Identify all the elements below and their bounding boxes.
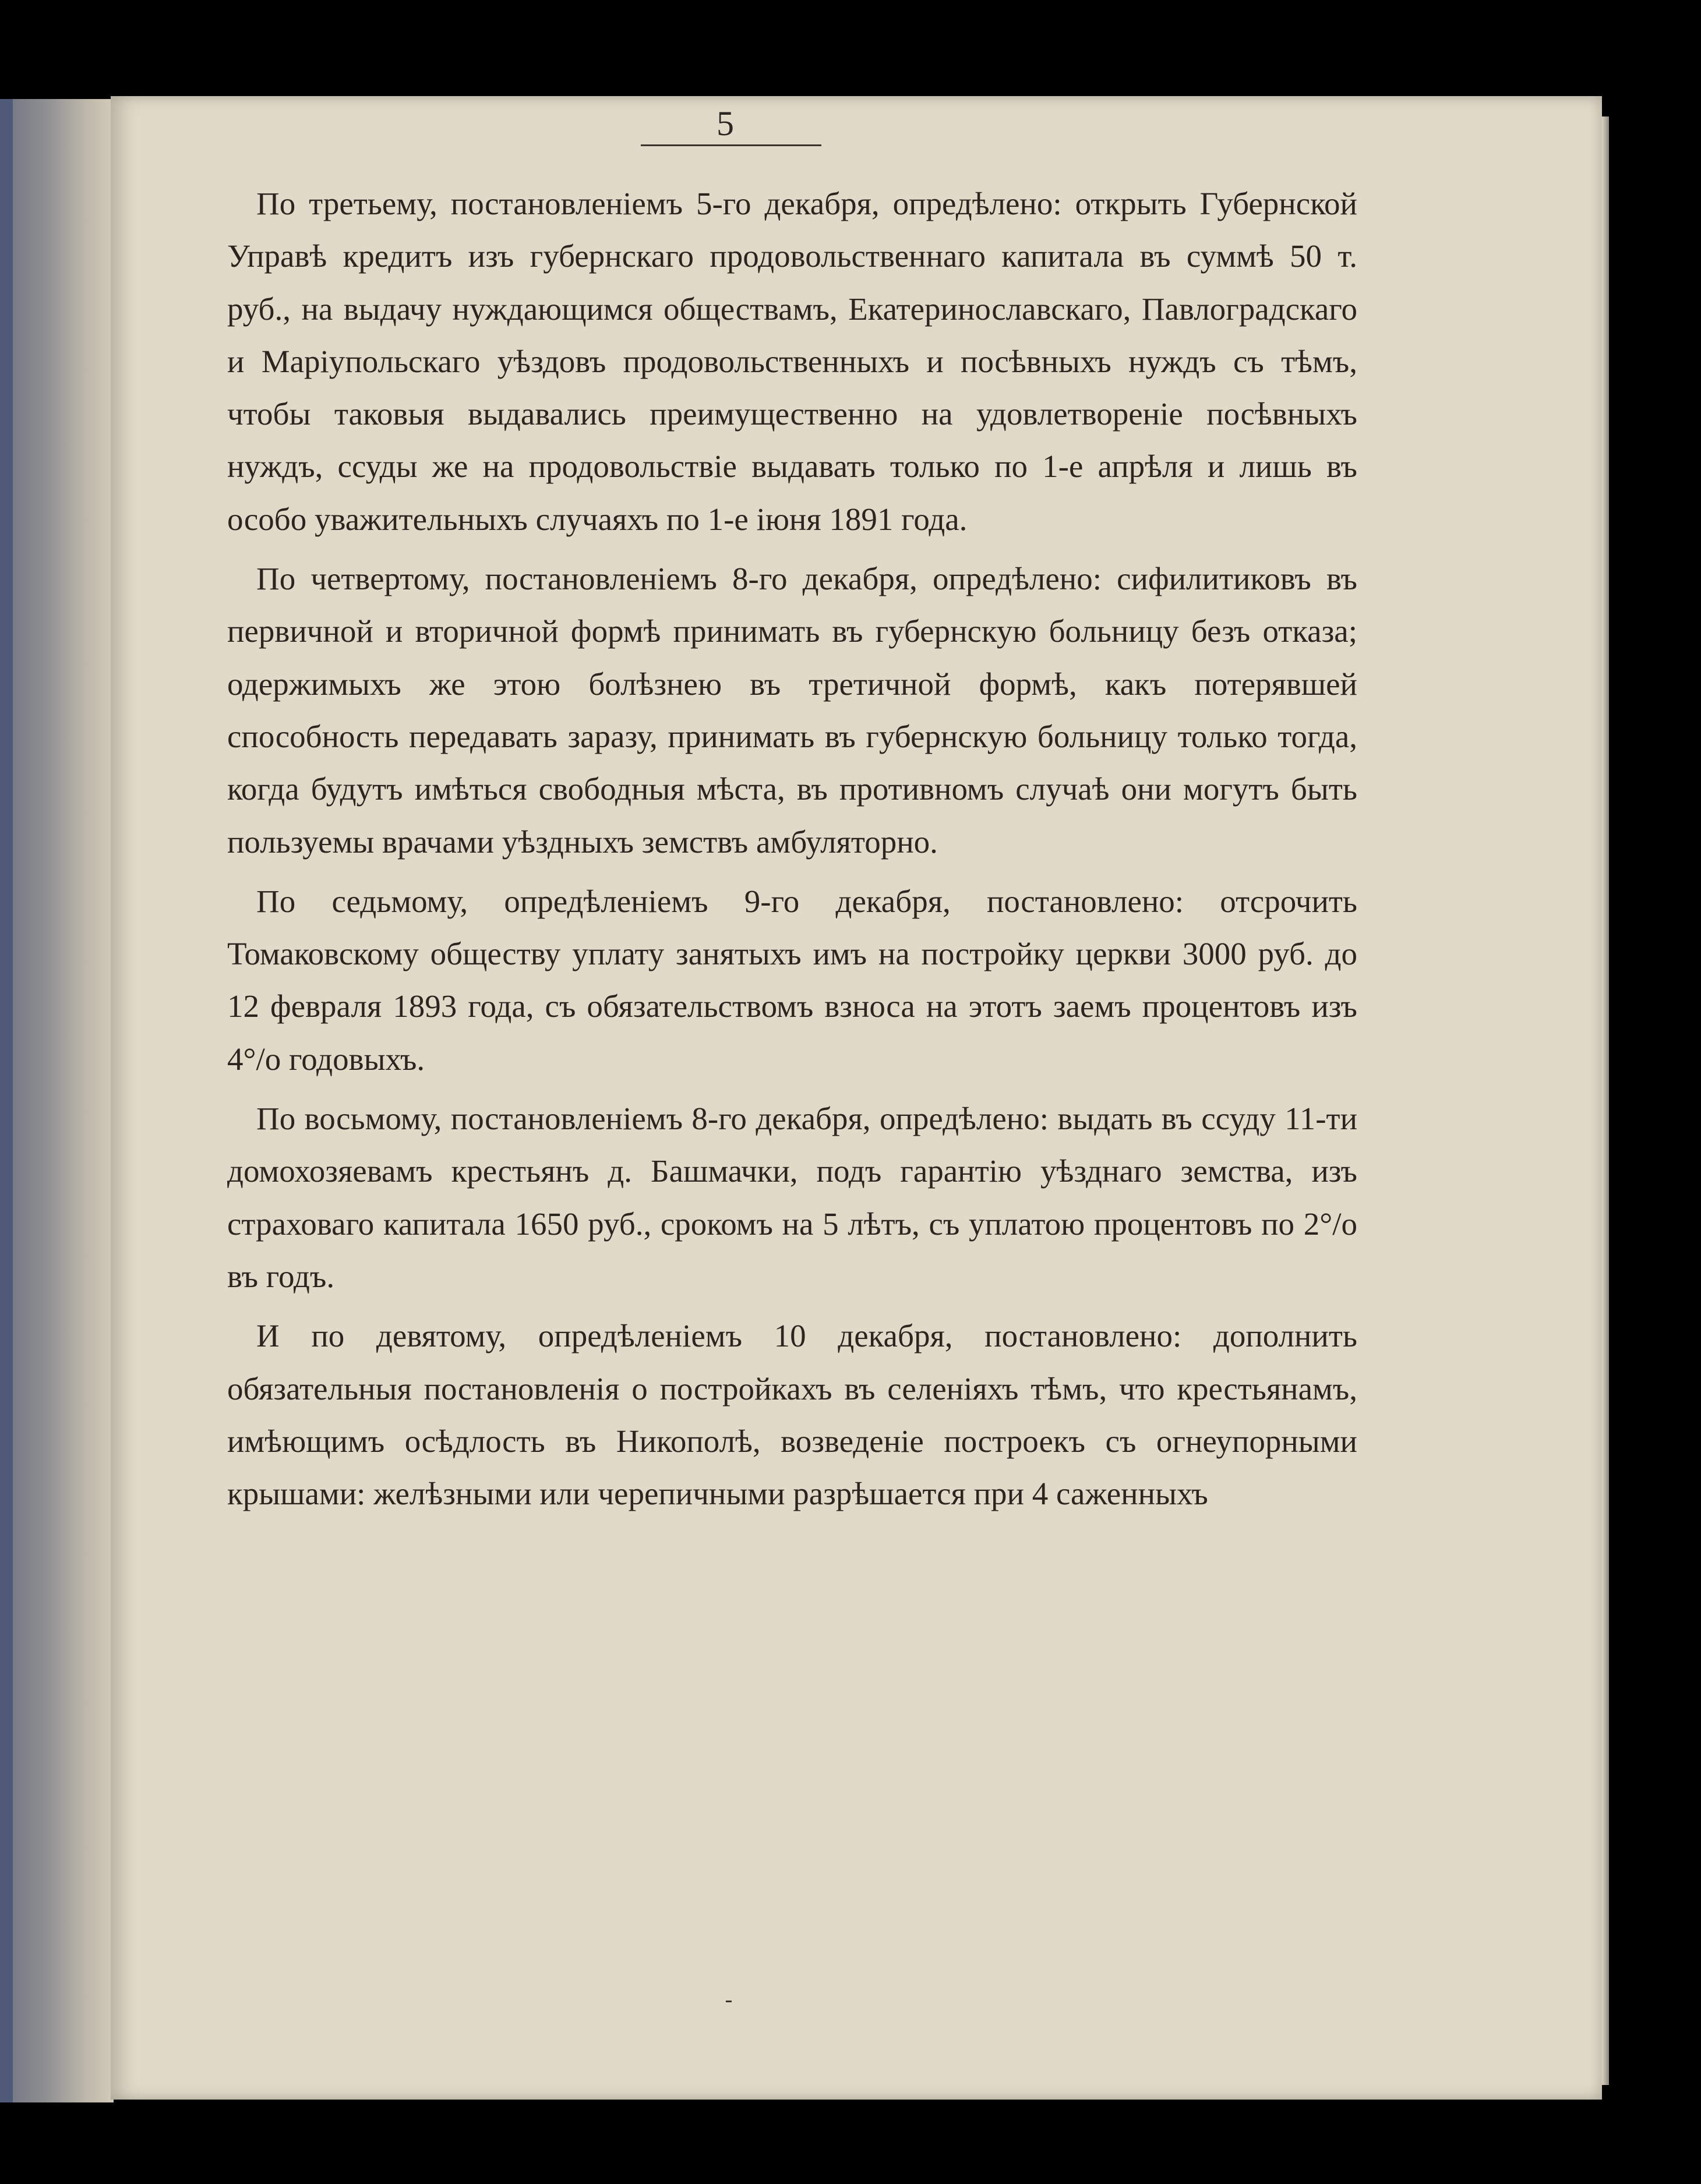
page-number: 5 bbox=[717, 104, 734, 143]
page-body bbox=[227, 178, 1357, 1527]
paragraph-third-resolution: По третьему, постановленіемъ 5-го декабря, опредѣлено: открыть Губернской Управѣ кредитъ изъ губернскаго продовольственнаго капитала въ суммѣ 50 т. руб., на выдачу нуждающимся обществамъ, Екатеринославскаго, Павлоградскаго и Маріупольскаго уѣздовъ продовольственныхъ и посѣвныхъ нуждъ съ тѣмъ, чтобы таковыя выдавались преимущественно на удовлетвореніе посѣвныхъ нуждъ, ссуды же на продовольствіе выдавать только по 1-е апрѣля и лишь въ особо уважительныхъ случаяхъ по 1-е іюня 1891 года. bbox=[227, 186, 1357, 537]
page-number-rule bbox=[641, 144, 821, 146]
paragraph-fourth-resolution: По четвертому, постановленіемъ 8-го декабря, опредѣлено: сифилитиковъ въ первичной и вторичной формѣ принимать въ губернскую больницу безъ отказа; одержимыхъ же этою болѣзнею въ третичной формѣ, какъ потерявшей способность передавать заразу, принимать въ губернскую больницу только тогда, когда будутъ имѣться свободныя мѣста, въ противномъ случаѣ они могутъ быть пользуемы врачами уѣздныхъ земствъ амбуляторно. bbox=[227, 561, 1357, 860]
bottom-mark bbox=[726, 2001, 732, 2002]
paragraph-ninth-resolution: И по девятому, опредѣленіемъ 10 декабря, постановлено: дополнить обязательныя постановленія о постройкахъ въ селеніяхъ тѣмъ, что крестьянамъ, имѣющимъ осѣдлость въ Никополѣ, возведеніе построекъ съ огнеупорными крышами: желѣзными или черепичными разрѣшается при 4 саженныхъ bbox=[227, 1318, 1357, 1512]
left-page-edge bbox=[0, 99, 114, 2102]
paragraph-eighth-resolution: По восьмому, постановленіемъ 8-го декабря, опредѣлено: выдать въ ссуду 11-ти домохозяевамъ крестьянъ д. Башмачки, подъ гарантію уѣзднаго земства, изъ страховаго капитала 1650 руб., срокомъ на 5 лѣтъ, съ уплатою процентовъ по 2°/o въ годъ. bbox=[227, 1101, 1357, 1294]
paragraph-seventh-resolution: По седьмому, опредѣленіемъ 9-го декабря, постановлено: отсрочить Томаковскому обществу уплату занятыхъ имъ на постройку церкви 3000 руб. до 12 февраля 1893 года, съ обязательствомъ взноса на этотъ заемъ процентовъ изъ 4°/o годовыхъ. bbox=[227, 883, 1357, 1077]
right-page-edge bbox=[1602, 116, 1609, 2085]
